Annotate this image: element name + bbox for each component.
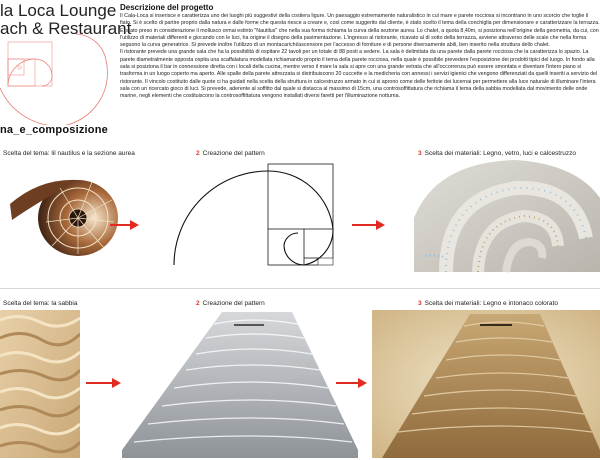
caption-bottom-2: 2 Creazione del pattern: [196, 300, 265, 307]
arrow-head-bottom-2: [358, 378, 367, 388]
materials-ceiling-render: [372, 310, 600, 458]
brand-title-line1: la Loca Lounge: [0, 1, 117, 20]
description-title: Descrizione del progetto: [120, 3, 214, 12]
nautilus-shell-image: [0, 160, 118, 270]
arrow-bottom-2: [336, 382, 358, 384]
arrow-head-bottom-1: [112, 378, 121, 388]
arrow-top-2: [352, 224, 376, 226]
caption-top-2: 2 Creazione del pattern: [196, 150, 265, 157]
sand-ripples-image: [0, 310, 80, 458]
description-paragraph-2: Il ristorante prevede una grande sala che ha la possibilità di ospitare 22 tavoli per un totale di 88 posti a sedere. La sala è delimitata da una parete dalla parete rocciosa che la caratterizza lo spazio. La parete diametralmente opposta ospita una scaffalatura modellata richiamando proprio il tema della parete rocciosa, nella quale è possibile prevedere l'esposizione dei prodotti tipici del luogo. In fondo alla sala si posiziona il bar in connessione diretta con i locali della cucina, mentre verso il mare la sala si apre con una grande vetrata che all'occorrenza può essere smontata e diventare l'intero piano si trasforma in un luogo coperto ma aperto. Alle spalle della parete attrezzata si distribuiscono 20 cuccette e la medicheria con annessi i servizi igienici che vengono differenziati da quelli inseriti a servizio del ristorante. Il vincolo costituito dalle quote ci ha guidati nella scelta della struttura in calcestruzzo armato in cui si aprono come delle feritoie dei lucernai per permettere alla luce naturale di illuminare l'intera sala con un ricercato gioco di luci. Si prevede, aderente al soffitto dal quale si distacca al massimo di 15cm, una controsoffittatura che richiama il tema della sabbia modellata dal movimento delle onde marine, negli elementi che costituiscono la controsoffittatura vengono installati diversi faretti per l'illuminazione notturna.: [120, 49, 598, 100]
caption-bottom-3: 3 Scelta dei materiali: Legno e intonaco colorato: [418, 300, 558, 307]
golden-spiral-pattern: [162, 160, 337, 270]
arrow-top-1: [110, 224, 130, 226]
caption-top-3: 3 Scelta dei materiali: Legno, vetro, luci e calcestruzzo: [418, 150, 577, 157]
arrow-bottom-1: [86, 382, 112, 384]
brand-subtitle: na_e_composizione: [0, 124, 108, 136]
description-paragraph-1: Il Cala-Loca si inserisce e caratterizza uno dei luoghi più suggestivi della costiera ligure. Un paesaggio estremamente naturalistico in cui mare e parete rocciosa si incontrano in uno scorcio che toglie il fiato. Si è scelto di partire proprio dalla natura e dalle forme che questa riesce a creare e, così come suggerito dal cliente, è stato scelto il tema della conchiglia per dimensionare e caratterizzare la terrazza. E' stato preso in considerazione il mollusco ormai estinto "Nautilus" che nella sua forma richiama la curva della sezione aurea. Lo chalet, a quota 8,40m, si posiziona nell'origine della geometria, da cui, con l'utilizzo di materiali differenti e giocando con le luci, ha origine il disegno della pavimentazione. L'ingresso al ristorante, ricavato al di sotto della terrazza, avviene attraverso delle scale che nella forma seguono la curva generatrice. Si prevede inoltre l'utilizzo di un montacarichi/ascensore per l'accesso di forniture e di persone diversamente abili, ben inserito nella struttura dello chalet.: [120, 13, 600, 49]
brand-title-line2: ach & Restaurant: [0, 19, 132, 38]
arrow-head-top-2: [376, 220, 385, 230]
arrow-head-top-1: [130, 220, 139, 230]
row-divider: [0, 288, 600, 289]
wave-ceiling-pattern: [122, 310, 358, 458]
caption-top-1: Scelta del tema: lil nautilus e la sezione aurea: [3, 150, 135, 157]
materials-plan-render: [406, 158, 600, 274]
brand-title: [0, 2, 131, 38]
description-body: [120, 13, 600, 141]
caption-bottom-1: Scelta del tema: la sabbia: [3, 300, 78, 307]
